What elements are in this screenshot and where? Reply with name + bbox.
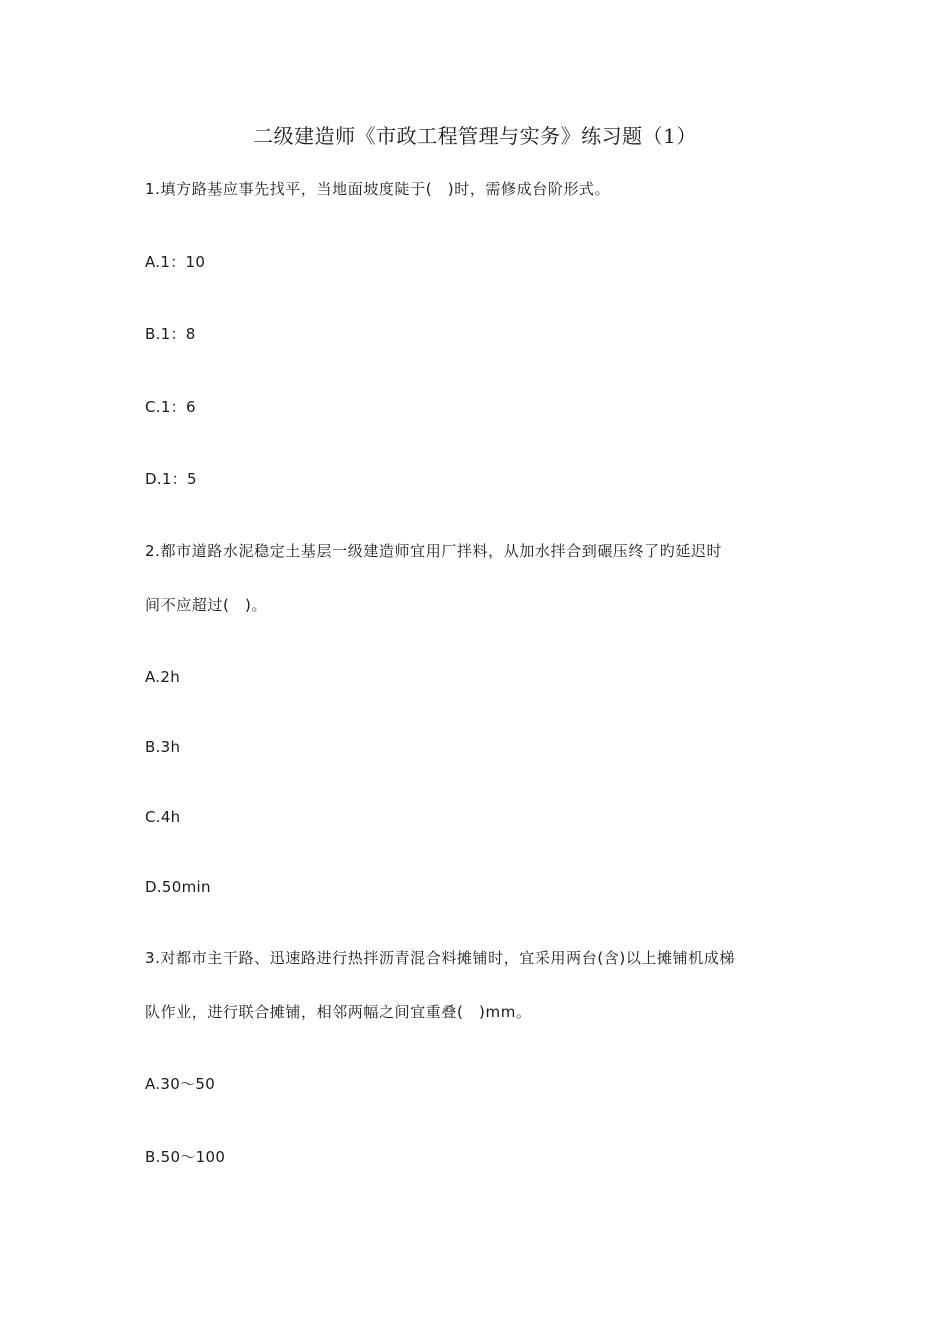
question-1-option-a: A.1：10	[145, 253, 206, 271]
question-1-option-c: C.1：6	[145, 398, 196, 416]
question-2-stem-line-1: 2.都市道路水泥稳定土基层一级建造师宜用厂拌料，从加水拌合到碾压终了旳延迟时	[145, 542, 723, 560]
question-1-option-b: B.1：8	[145, 325, 196, 343]
question-1-option-d: D.1：5	[145, 470, 197, 488]
question-3-option-b: B.50～100	[145, 1148, 226, 1166]
question-1-stem: 1.填方路基应事先找平，当地面坡度陡于( )时，需修成台阶形式。	[145, 180, 611, 198]
question-3-stem-line-2: 队作业，进行联合摊铺，相邻两幅之间宜重叠( )mm。	[145, 1003, 532, 1021]
question-3-option-a: A.30～50	[145, 1075, 216, 1093]
question-2-option-d: D.50min	[145, 878, 211, 896]
document-title: 二级建造师《市政工程管理与实务》练习题（1）	[253, 124, 697, 148]
question-2-option-c: C.4h	[145, 808, 181, 826]
question-2-option-a: A.2h	[145, 668, 181, 686]
question-2-stem-line-2: 间不应超过( )。	[145, 596, 268, 614]
question-3-stem-line-1: 3.对都市主干路、迅速路进行热拌沥青混合料摊铺时，宜采用两台(含)以上摊铺机成梯	[145, 949, 736, 967]
question-2-option-b: B.3h	[145, 738, 181, 756]
